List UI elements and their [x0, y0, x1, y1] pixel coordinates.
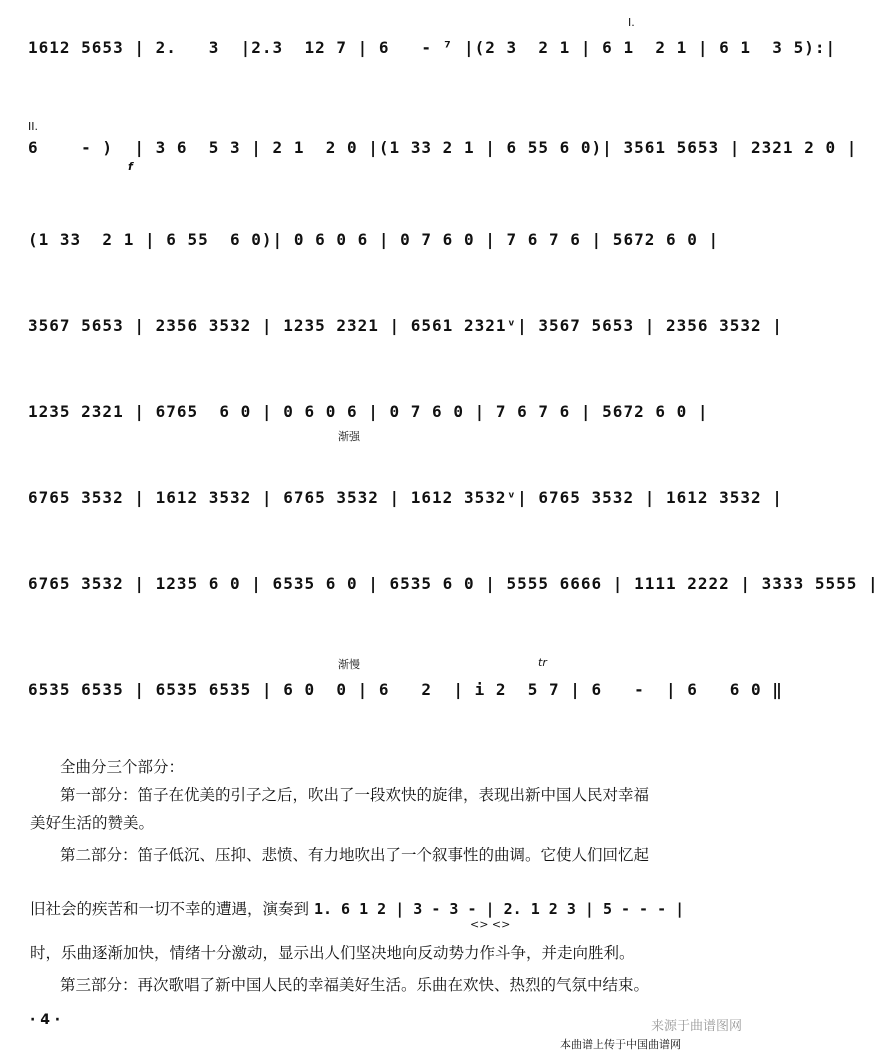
- score-system-1: [28, 16, 837, 70]
- inline-notation: 1. 6 1 2 | 3 - 3 - | 2. 1 2 3 | 5 - - - |: [313, 900, 685, 918]
- system-notes: 1235 2321 | 6765 6 0 | 0 6 0 6 | 0 7 6 0 | 7 6 7 6 | 5672 6 0 |: [28, 402, 709, 421]
- page-number: · 4 ·: [30, 1012, 61, 1028]
- crescendo-mark: 渐强: [338, 430, 360, 443]
- score-system-2: [28, 120, 858, 173]
- score-system-7: [28, 566, 879, 606]
- system-notes: 1612 5653 | 2. 3 |2.3 12 7 | 6 - ⁷ |(2 3 2 1 | 6 1 2 1 | 6 1 3 5):|: [28, 38, 837, 57]
- system-notes: (1 33 2 1 | 6 55 6 0)| 0 6 0 6 | 0 7 6 0 | 7 6 7 6 | 5672 6 0 |: [28, 230, 720, 249]
- score-system-3: [28, 222, 722, 262]
- part-two-text-cont: [30, 900, 720, 919]
- system-notes: 6 - ) | 3 6 5 3 | 2 1 2 0 |(1 33 2 1 | 6 55 6 0)| 3561 5653 | 2321 2 0 |: [28, 138, 858, 157]
- dynamic-mark: f: [128, 160, 133, 173]
- system-notes: 6765 3532 | 1235 6 0 | 6535 6 0 | 6535 6 0 | 5555 6666 | 1111 2222 | 3333 5555 |: [28, 574, 879, 593]
- part-one-text-cont: 美好生活的赞美。: [30, 814, 155, 832]
- score-system-8: [28, 656, 783, 712]
- footer-note: 本曲谱上传于中国曲谱网: [560, 1038, 681, 1051]
- part-three-text: 第三部分：再次歌唱了新中国人民的幸福美好生活。乐曲在欢快、热烈的气氛中结束。: [60, 976, 650, 994]
- score-system-6: [28, 480, 783, 520]
- trill-mark: tr: [538, 656, 547, 669]
- description-heading: 全曲分三个部分：: [60, 758, 185, 776]
- system-notes: 6765 3532 | 1612 3532 | 6765 3532 | 1612 3532ᵛ| 6765 3532 | 1612 3532 |: [28, 488, 783, 507]
- inline-dynamics: <> <>: [470, 918, 511, 931]
- volta-mark: II.: [28, 120, 38, 133]
- ritardando-mark: 渐慢: [338, 658, 360, 671]
- part-two-text-end: 时，乐曲逐渐加快，情绪十分激动，显示出人们坚决地向反动势力作斗争，并走向胜利。: [30, 944, 635, 962]
- system-notes: 6535 6535 | 6535 6535 | 6 0 0 | 6 2 | i 2 5 7 | 6 - | 6 6 0 ‖: [28, 680, 783, 699]
- watermark: 来源于曲谱图网: [650, 1019, 742, 1034]
- part-one-text: 第一部分：笛子在优美的引子之后，吹出了一段欢快的旋律，表现出新中国人民对幸福: [60, 786, 650, 804]
- volta-mark: I.: [628, 16, 635, 29]
- part-two-text: 第二部分：笛子低沉、压抑、悲愤、有力地吹出了一个叙事性的曲调。它使人们回忆起: [60, 846, 650, 864]
- score-system-5: [28, 394, 722, 443]
- score-system-4: [28, 308, 783, 348]
- system-notes: 3567 5653 | 2356 3532 | 1235 2321 | 6561 2321ᵛ| 3567 5653 | 2356 3532 |: [28, 316, 783, 335]
- part-two-text-lead: 旧社会的疾苦和一切不幸的遭遇，演奏到: [30, 900, 310, 918]
